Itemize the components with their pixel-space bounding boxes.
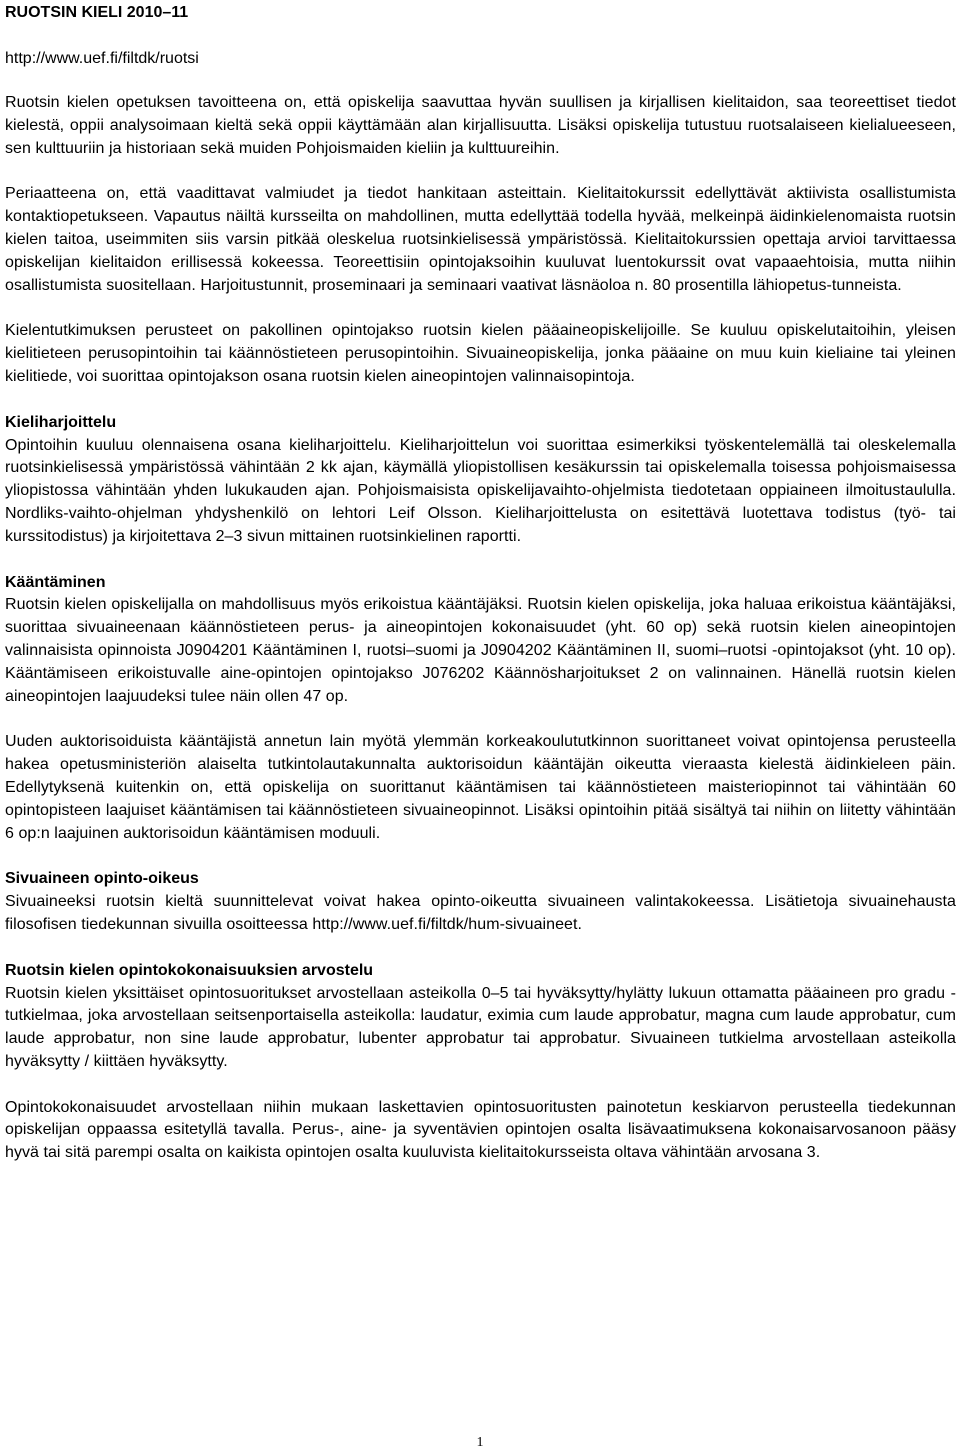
document-body <box>5 92 956 1165</box>
section-paragraph: Uuden auktorisoiduista kääntäjistä annetun lain myötä ylemmän korkeakoulututkinnon suorittaneet voivat opintojensa perusteella hakea opetusministeriön alaiselta tutkintolautakunnalta auktorisoidun kääntäjän oikeutta vieraasta kielestä äidinkieleen päin. Edellytyksenä kuitenkin on, että opiskelija on suorittanut kääntämisen tai käännöstieteen maisteriopinnot tai vähintään 60 opintopisteen laajuiset kääntämisen tai käännöstieteen sivuaineopinnot. Lisäksi opintoihin pitää sisältyä tai niihin on liitetty vähintään 6 op:n laajuinen auktorisoidun kääntämisen moduuli. <box>5 733 956 842</box>
section-paragraph: Sivuaineeksi ruotsin kieltä suunnittelevat voivat hakea opinto-oikeutta sivuaineen valintakokeessa. Lisätietoja sivuainehausta filosofisen tiedekunnan sivuilla osoitteessa http://www.uef.fi/filtdk/hum-sivuaineet. <box>5 893 956 933</box>
section-heading-kaantaminen: Kääntäminen <box>5 573 106 591</box>
document-title: RUOTSIN KIELI 2010–11 <box>5 4 189 21</box>
section-paragraph: Opintokokonaisuudet arvostellaan niihin mukaan laskettavien opintosuoritusten painotetun keskiarvon perusteella tiedekunnan opiskelijan oppaassa esitetyllä tavalla. Perus-, aine- ja syventävien opintojen osalta lisävaatimuksena kokonaisarvosanoon pääsy hyvä tai sitä parempi osalta on kaikista opintojen osalta kuuluvista kielitaitokursseista oltava vähintään arvosana 3. <box>5 1098 956 1162</box>
section-paragraph: Opintoihin kuuluu olennaisena osana kieliharjoittelu. Kieliharjoittelun voi suorittaa esimerkiksi työskentelemällä tai oleskelemalla ruotsinkielisessä ympäristössä vähintään 2 kk ajan, käymällä yliopistollisen kesäkurssin tai opiskelemalla toisessa pohjoismaisessa yliopistossa vähintään yhden lukukauden ajan. Pohjoismaisista opiskelijavaihto-ohjelmista tiedotetaan oppiaineen ilmoitustaululla. Nordliks-vaihto-ohjelman yhdyshenkilö on lehtori Leif Olsson. Kieliharjoittelusta on esitettävä luotettava todistus (työ- tai kurssitodistus) ja kirjoitettava 2–3 sivun mittainen ruotsinkielinen raportti. <box>5 436 956 545</box>
section-heading-sivuaineen-opinto-oikeus: Sivuaineen opinto-oikeus <box>5 870 199 888</box>
section-heading-kieliharjoittelu: Kieliharjoittelu <box>5 413 117 431</box>
intro-paragraph: Kielentutkimuksen perusteet on pakollinen opintojakso ruotsin kielen pääaineopiskelijoille. Se kuuluu opiskelutaitoihin, yleisen kielitieteen perusopintoihin tai käännöstieteen perusopintoihin. Sivuaineopiskelija, jonka pääaine on muu kuin kieliaine tai yleinen kielitiede, voi suorittaa opintojakson osana ruotsin kielen aineopintojen valinnaisopintoja. <box>5 322 956 385</box>
intro-paragraph: Ruotsin kielen opetuksen tavoitteena on, että opiskelija saavuttaa hyvän suullisen ja kirjallisen kielitaidon, saa teoreettiset tiedot kielestä, oppii analysoimaan kieltä sekä oppii käyttämään alan kirjallisuutta. Lisäksi opiskelija tutustuu ruotsalaiseen kielialueeseen, sen kulttuuriin ja historiaan sekä muiden Pohjoismaiden kieliin ja kulttuureihin. <box>5 94 956 157</box>
section-paragraph: Ruotsin kielen yksittäiset opintosuoritukset arvostellaan asteikolla 0–5 tai hyväksytty/hylätty lukuun ottamatta pääaineen pro gradu -tutkielmaa, joka arvostellaan seitsenportaisella asteikolla: laudatur, eximia cum laude approbatur, magna cum laude approbatur, cum laude approbatur, non sine laude approbatur, lubenter approbatur tai approbatur. Sivuaineen tutkielma arvostellaan asteikolla hyväksytty / kiittäen hyväksytty. <box>5 984 956 1070</box>
source-url: http://www.uef.fi/filtdk/ruotsi <box>5 50 199 67</box>
section-heading-arvostelu: Ruotsin kielen opintokokonaisuuksien arvostelu <box>5 961 374 979</box>
page-number: 1 <box>476 1435 484 1450</box>
section-paragraph: Ruotsin kielen opiskelijalla on mahdollisuus myös erikoistua kääntäjäksi. Ruotsin kielen opiskelija, joka haluaa erikoistua kääntäjäksi, suorittaa sivuaineenaan käännöstieteen perus- ja aineopintojen kokonaisuudet (yht. 60 op) sekä ruotsin kielen aineopintojen valinnaisista opinnoista J0904201 Kääntäminen I, ruotsi–suomi ja J0904202 Kääntäminen II, suomi–ruotsi -opintojaksot (yht. 10 op). Kääntämiseen erikoistuvalle aine-opintojen opintojakso J076202 Käännösharjoitukset 2 on valinnainen. Hänellä ruotsin kielen aineopintojen laajuudeksi tulee näin ollen 47 op. <box>5 596 956 705</box>
intro-paragraph: Periaatteena on, että vaadittavat valmiudet ja tiedot hankitaan asteittain. Kielitaitokurssit edellyttävät aktiivista osallistumista kontaktiopetukseen. Vapautus näiltä kursseilta on mahdollinen, mutta edellyttää todella hyvää, melkeinpä äidinkielenomaista ruotsin kielen taitoa, useimmiten siis varsin pitkää oleskelua ruotsinkielisessä ympäristössä. Kielitaitokurssien opettaja arvioi tarvittaessa opiskelijan kielitaidon erillisessä kokeessa. Teoreettisiin opintojaksoihin kuuluvat luentokurssit ovat vapaaehtoisia, mutta niihin osallistumista suositellaan. Harjoitustunnit, proseminaari ja seminaari vaativat läsnäoloa n. 80 prosentilla lähiopetus-tunneista. <box>5 185 956 294</box>
